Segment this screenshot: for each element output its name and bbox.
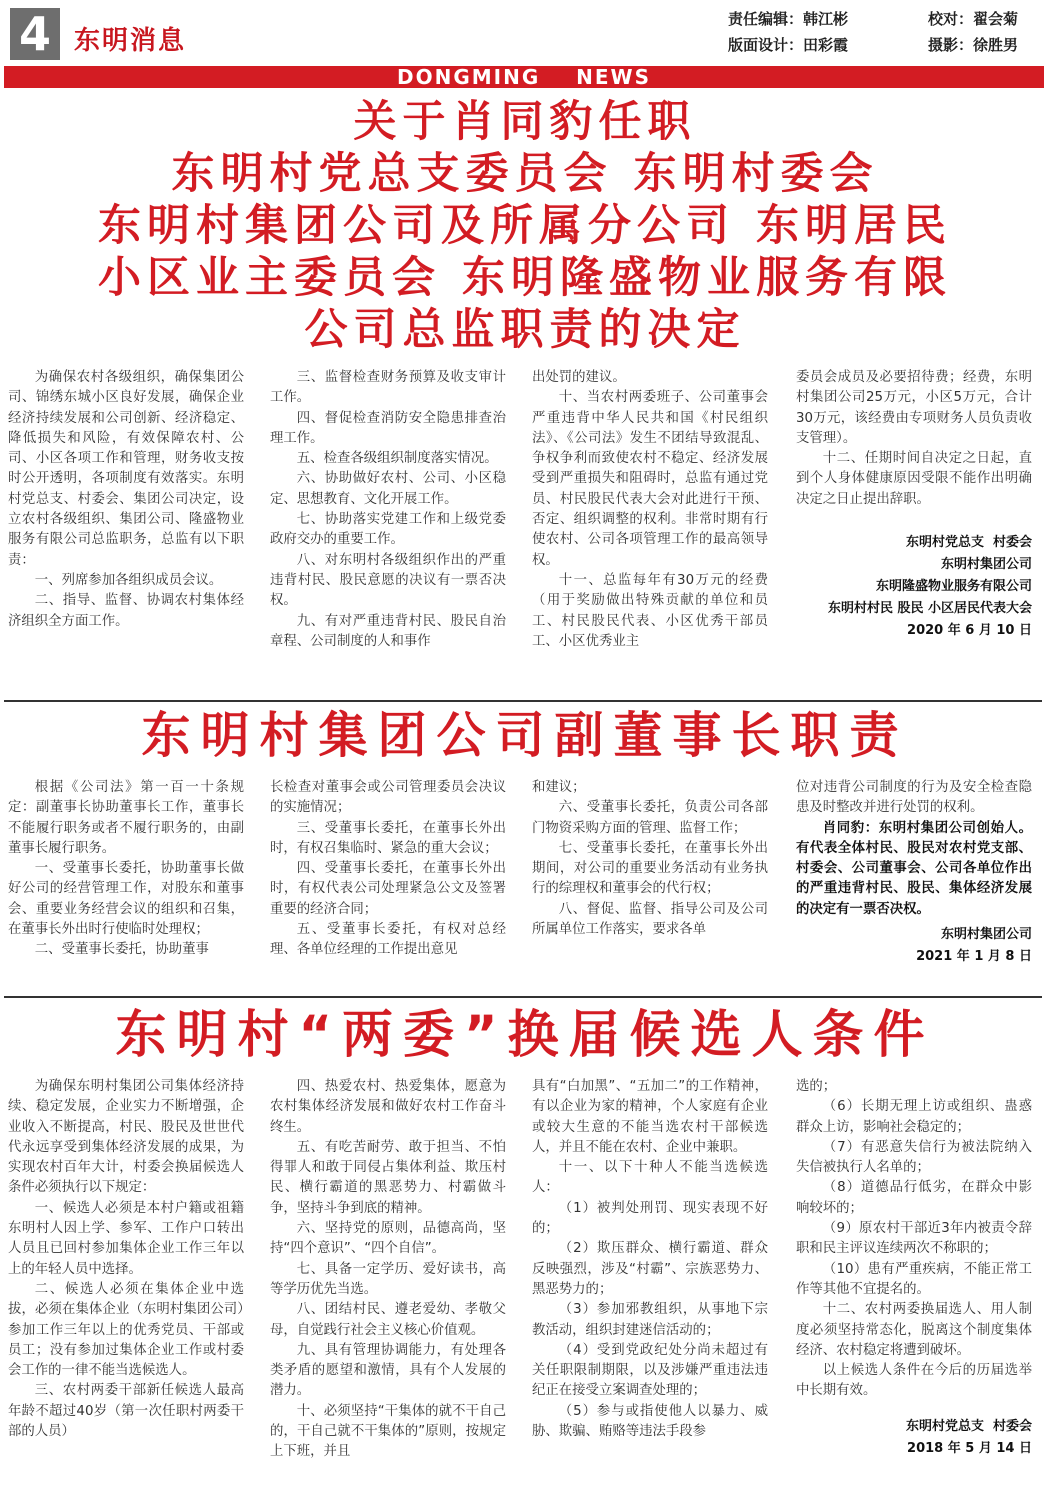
paragraph: 二、指导、监督、协调农村集体经济组织全方面工作。 <box>8 593 244 629</box>
article2-col4 <box>796 778 1032 968</box>
paragraph: 一、受董事长委托，协助董事长做好公司的经营管理工作，对股东和董事会、重要业务经营会议的组织和召集，在董事长外出时行使临时处理权； <box>8 861 244 938</box>
paragraph: （8）道德品行低劣，在群众中影响较坏的； <box>796 1180 1032 1216</box>
paragraph: 位对违背公司制度的行为及安全检查隐患及时整改并进行处罚的权利。 <box>796 780 1032 816</box>
paragraph: （1）被判处刑罚、现实表现不好的； <box>532 1200 768 1237</box>
paragraph: 九、有对严重违背村民、股民自治章程、公司制度的人和事作 <box>270 613 506 649</box>
paragraph: 二、候选人必须在集体企业中选拔，必须在集体企业（东明村集团公司）参加工作三年以上的优秀党员、干部或员工；没有参加过集体企业工作或村委会工作的一律不能当选候选人。 <box>8 1281 244 1379</box>
paragraph: 三、监督检查财务预算及收支审计工作。 <box>270 370 506 406</box>
paragraph: 六、协助做好农村、公司、小区稳定、思想教育、文化开展工作。 <box>270 471 506 507</box>
article3-col2 <box>270 1077 506 1463</box>
article1-col4 <box>796 368 1032 642</box>
paragraph: 以上候选人条件在今后的历届选举中长期有效。 <box>796 1363 1032 1399</box>
signature-line: 东明村集团公司 <box>940 557 1032 573</box>
paragraph: 一、候选人必须是本村户籍或祖籍东明村人因上学、参军、工作户口转出人员且已回村参加集体企业工作三年以上的年轻人员中选择。 <box>8 1200 244 1277</box>
paragraph: 八、督促、监督、指导公司及公司所属单位工作落实，要求各单 <box>532 901 768 938</box>
signature-date: 2018 年 5 月 14 日 <box>907 1440 1032 1456</box>
section-divider <box>4 996 1042 998</box>
paragraph: 四、督促检查消防安全隐患排查治理工作。 <box>270 410 506 446</box>
credits-left <box>728 6 848 58</box>
article3-col4 <box>796 1077 1032 1460</box>
signature-date: 2021 年 1 月 8 日 <box>916 949 1032 965</box>
article2-col1 <box>8 778 244 961</box>
article2-col3 <box>532 778 768 940</box>
paragraph: （10）患有严重疾病，不能正常工作等其他不宜提名的。 <box>796 1261 1032 1297</box>
paragraph: 十、必须坚持“干集体的就不干自己的，干自己就不干集体的”原则，按规定上下班，并且 <box>270 1403 506 1460</box>
paragraph: 七、具备一定学历、爱好读书，高等学历优先当选。 <box>270 1261 506 1297</box>
article3-col3 <box>532 1077 768 1442</box>
signature-line: 东明村党总支 村委会 <box>905 535 1032 551</box>
credits-right <box>928 6 1018 58</box>
news-band: DONGMING NEWS <box>4 66 1044 88</box>
paragraph: 出处罚的建议。 <box>532 370 626 385</box>
paragraph: 七、受董事长委托，在董事长外出期间，对公司的重要业务活动有业务执行的综理权和董事会的代行权； <box>532 840 768 897</box>
article1-title-line: 公司总监职责的决定 <box>304 305 746 355</box>
article1-title <box>0 96 1050 356</box>
paragraph: 四、热爱农村、热爱集体，愿意为农村集体经济发展和做好农村工作奋斗终生。 <box>270 1079 506 1135</box>
paragraph: 九、具有管理协调能力，有处理各类矛盾的愿望和激情，具有个人发展的潜力。 <box>270 1342 506 1399</box>
paragraph: 四、受董事长委托，在董事长外出时，有权代表公司处理紧急公文及签署重要的经济合同； <box>270 861 506 917</box>
paragraph: （3）参加邪教组织，从事地下宗教活动，组织封建迷信活动的； <box>532 1302 768 1338</box>
credit-layout: 版面设计：田彩霞 <box>728 36 849 54</box>
paragraph: 和建议； <box>532 780 586 795</box>
paragraph: 委员会成员及必要招待费；经费，东明村集团公司25万元，小区5万元，合计30万元，该经费由专项财务人员负责收支管理）。 <box>796 370 1032 446</box>
paragraph: 十二、任期时间自决定之日起，直到个人身体健康原因受限不能作出明确决定之日止提出辞职。 <box>796 451 1032 507</box>
credit-proofread: 校对：翟会菊 <box>928 10 1019 28</box>
paragraph: 为确保东明村集团公司集体经济持续、稳定发展，企业实力不断增强，企业收入不断提高，村民、股民及世世代代永远享受到集体经济发展的成果，为实现农村百年大计，村委会换届候选人条件必须执行以下规定： <box>8 1079 244 1196</box>
paragraph: 十一、以下十种人不能当选候选人： <box>532 1160 768 1196</box>
paragraph: 长检查对董事会或公司管理委员会决议的实施情况； <box>270 780 506 816</box>
article1-title-line: 小区业主委员会 东明隆盛物业服务有限 <box>98 253 952 303</box>
paragraph: （6）长期无理上访或组织、蛊惑群众上访，影响社会稳定的； <box>796 1099 1032 1135</box>
paragraph: 根据《公司法》第一百一十条规定：副董事长协助董事长工作，董事长不能履行职务或者不履行职务的，由副董事长履行职务。 <box>8 780 244 856</box>
article1-col3 <box>532 368 768 652</box>
paragraph: （4）受到党政纪处分尚未超过有关任职限制期限，以及涉嫌严重违法违纪正在接受立案调查处理的； <box>532 1342 768 1399</box>
article3-title: 东明村“两委”换届候选人条件 <box>115 1006 935 1065</box>
signature-line: 东明村村民 股民 小区居民代表大会 <box>827 601 1032 617</box>
paragraph: （7）有恶意失信行为被法院纳入失信被执行人名单的； <box>796 1139 1032 1176</box>
article3-col1 <box>8 1077 244 1442</box>
bold-note: 肖同豹：东明村集团公司创始人。有代表全体村民、股民对农村党支部、村委会、公司董事会、公司各单位作出的严重违背村民、股民、集体经济发展的决定有一票否决权。 <box>796 820 1032 917</box>
paragraph: 具有“白加黑”、“五加二”的工作精神，有以企业为家的精神，个人家庭有企业或较大生意的不能当选农村干部候选人，并且不能在农村、企业中兼职。 <box>532 1079 768 1155</box>
signature-line: 东明村党总支 村委会 <box>905 1418 1032 1434</box>
paragraph: 五、有吃苦耐劳、敢于担当、不怕得罪人和敢于同侵占集体利益、欺压村民、横行霸道的黑恶势力、村霸做斗争，坚持斗争到底的精神。 <box>270 1139 506 1216</box>
signature-line: 东明村集团公司 <box>940 927 1032 943</box>
credit-editor: 责任编辑：韩江彬 <box>728 10 849 28</box>
signature-date: 2020 年 6 月 10 日 <box>907 623 1032 639</box>
paragraph: 五、检查各级组织制度落实情况。 <box>296 451 498 467</box>
paragraph: 六、受董事长委托，负责公司各部门物资采购方面的管理、监督工作； <box>532 800 768 836</box>
masthead <box>0 0 1050 66</box>
paragraph: 六、坚持党的原则，品德高尚，坚持“四个意识”、“四个自信”。 <box>270 1221 506 1257</box>
paragraph: 一、列席参加各组织成员会议。 <box>34 572 223 588</box>
article1-col2 <box>270 368 506 652</box>
article3-signature <box>796 1416 1032 1460</box>
paragraph: 二、受董事长委托，协助董事 <box>34 942 209 958</box>
article2-col2 <box>270 778 506 961</box>
paragraph: 八、对东明村各级组织作出的严重违背村民、股民意愿的决议有一票否决权。 <box>270 552 506 609</box>
article2-signature <box>796 924 1032 968</box>
article2-title: 东明村集团公司副董事长职责 <box>141 707 909 764</box>
signature-line: 东明隆盛物业服务有限公司 <box>875 579 1032 595</box>
paragraph: 七、协助落实党建工作和上级党委政府交办的重要工作。 <box>270 512 506 548</box>
paragraph: （2）欺压群众、横行霸道、群众反映强烈，涉及“村霸”、宗族恶势力、黑恶势力的； <box>532 1241 768 1297</box>
paragraph: （5）参与或指使他人以暴力、威胁、欺骗、贿赂等违法手段参 <box>532 1403 768 1440</box>
paragraph: 为确保农村各级组织，确保集团公司、锦绣东城小区良好发展，确保企业经济持续发展和公司创新、经济稳定、降低损失和风险，有效保障农村、公司、小区各项工作和管理，财务收支按时公开透明，各项制度有效落实。东明村党总支、村委会、集团公司决定，设立农村各级组织、集团公司、隆盛物业服务有限公司总监职务，总监有以下职责： <box>8 370 244 568</box>
article1-title-line: 关于肖同豹任职 <box>353 97 697 147</box>
paragraph: 十、当农村两委班子、公司董事会严重违背中华人民共和国《村民组织法》、《公司法》发生不团结导致混乱、争权争利而致使农村不稳定、经济发展受到严重损失和阻碍时，总监有通过党员、村民股民代表大会对此进行干预、否定、组织调整的权利。非常时期有行使农村、公司各项管理工作的最高领导权。 <box>532 390 768 568</box>
paper-name: 东明消息 <box>74 26 187 56</box>
paragraph: 十一、总监每年有30万元的经费（用于奖励做出特殊贡献的单位和员工、村民股民代表、小区优秀干部员工、小区优秀业主 <box>532 572 768 649</box>
article1-title-line: 东明村党总支委员会 东明村委会 <box>171 149 879 199</box>
paragraph: 八、团结村民、遵老爱幼、孝敬父母，自觉践行社会主义核心价值观。 <box>270 1302 506 1338</box>
page-number: 4 <box>10 8 60 60</box>
paragraph: 三、受董事长委托，在董事长外出时，有权召集临时、紧急的重大会议； <box>270 820 506 856</box>
section-divider <box>4 700 1042 702</box>
paragraph: 选的； <box>796 1079 837 1094</box>
paragraph: 五、受董事长委托，有权对总经理、各单位经理的工作提出意见 <box>270 922 506 958</box>
article1-title-line: 东明村集团公司及所属分公司 东明居民 <box>98 201 952 251</box>
article1-signature <box>796 532 1032 642</box>
paragraph: 十二、农村两委换届选人、用人制度必须坚持常态化，脱离这个制度集体经济、农村稳定将遭到破坏。 <box>796 1302 1032 1358</box>
paragraph: 三、农村两委干部新任候选人最高年龄不超过40岁（第一次任职村两委干部的人员） <box>8 1383 244 1440</box>
article1-col1 <box>8 368 244 632</box>
credit-photo: 摄影：徐胜男 <box>928 36 1019 54</box>
paragraph: （9）原农村干部近3年内被责令辞职和民主评议连续两次不称职的； <box>796 1221 1032 1257</box>
